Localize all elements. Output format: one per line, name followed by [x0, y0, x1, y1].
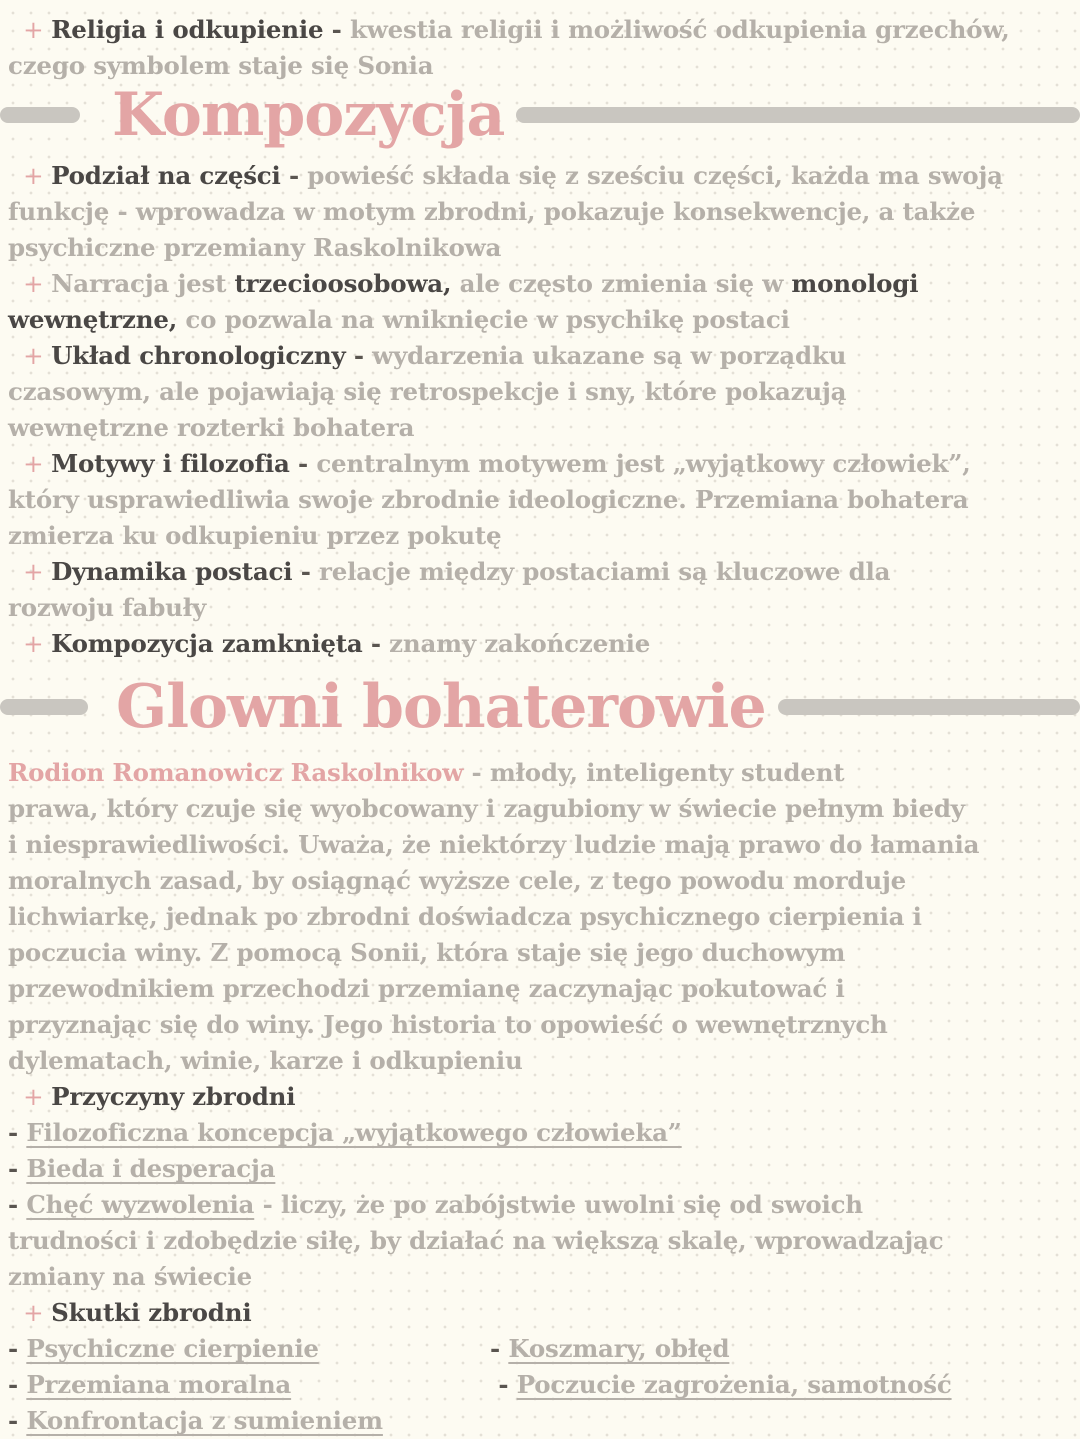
- text-segment: co pozwala na wniknięcie w psychikę postaci: [177, 305, 790, 334]
- text-segment: poczucia winy. Z pomocą Sonii, która staje się jego duchowym: [8, 938, 846, 967]
- text-line: [8, 482, 968, 518]
- text-segment: funkcję - wprowadza w motym zbrodni, pokazuje konsekwencje, a także: [8, 197, 976, 226]
- text-line: [8, 48, 433, 84]
- text-line: [8, 158, 1003, 194]
- divider-bar-right: [516, 107, 1080, 123]
- plus-bullet: +: [8, 449, 52, 478]
- divider-bar-right: [778, 699, 1080, 715]
- bold-term: Rodion Romanowicz Raskolnikow: [8, 758, 464, 787]
- text-segment: -: [8, 1370, 27, 1399]
- text-line: [8, 374, 846, 410]
- text-line: [8, 1223, 943, 1259]
- text-line: [8, 194, 975, 230]
- text-segment: -: [8, 1334, 27, 1363]
- text-segment: -: [8, 1406, 27, 1435]
- text-segment: -: [490, 1370, 517, 1399]
- bold-term: Kompozycja zamknięta: [51, 629, 363, 658]
- bold-term: Motywy i filozofia: [51, 449, 290, 478]
- text-line: [8, 899, 922, 935]
- plus-bullet: +: [8, 629, 52, 658]
- text-line: [8, 1115, 682, 1151]
- plus-bullet: +: [8, 15, 52, 44]
- text-segment: -: [345, 341, 373, 370]
- text-segment: przewodnikiem przechodzi przemianę zaczynając pokutować i: [8, 974, 845, 1003]
- text-line: [8, 590, 206, 626]
- text-segment: -: [8, 1154, 27, 1183]
- plus-bullet: +: [8, 269, 52, 298]
- plus-bullet: +: [8, 1082, 52, 1111]
- divider-bar-left: [0, 699, 88, 715]
- text-segment: -: [490, 1334, 509, 1363]
- text-line: [8, 410, 414, 446]
- text-line: [8, 338, 846, 374]
- text-segment: i niesprawiedliwości. Uważa, że niektórzy ludzie mają prawo do łamania: [8, 830, 980, 859]
- bold-term: trzecioosobowa,: [234, 269, 452, 298]
- section-title: Kompozycja: [112, 80, 505, 150]
- text-line: [8, 1187, 863, 1223]
- text-segment: kwestia religii i możliwość odkupienia grzechów,: [349, 15, 1010, 44]
- text-segment: ale często zmienia się w: [451, 269, 792, 298]
- text-segment: -: [280, 161, 308, 190]
- list-column-right: [490, 1367, 952, 1403]
- underlined-term: Filozoficzna koncepcja „wyjątkowego człowieka”: [26, 1118, 682, 1147]
- text-segment: psychiczne przemiany Raskolnikowa: [8, 233, 502, 262]
- bold-term: Skutki zbrodni: [51, 1298, 252, 1327]
- underlined-term: Przemiana moralna: [26, 1370, 292, 1399]
- plus-bullet: +: [8, 161, 52, 190]
- bold-term: Układ chronologiczny: [51, 341, 346, 370]
- text-line: [8, 12, 1010, 48]
- text-line: [8, 935, 845, 971]
- text-line: [8, 554, 890, 590]
- plus-bullet: +: [8, 341, 52, 370]
- text-line: [8, 446, 971, 482]
- text-segment: -: [8, 1190, 27, 1219]
- text-line: [8, 230, 501, 266]
- text-segment: centralnym motywem jest „wyjątkowy człowiek”,: [316, 449, 971, 478]
- underlined-term: Konfrontacja z sumieniem: [26, 1406, 383, 1435]
- heading-glowni-bohaterowie: [0, 672, 1080, 742]
- text-line: [8, 518, 501, 554]
- bold-term: Przyczyny zbrodni: [51, 1082, 296, 1111]
- text-segment: znamy zakończenie: [389, 629, 651, 658]
- text-segment: relacje między postaciami są kluczowe dla: [319, 557, 891, 586]
- text-segment: moralnych zasad, by osiągnąć wyższe cele, z tego powodu morduje: [8, 866, 907, 895]
- text-line: [8, 971, 845, 1007]
- text-segment: Narracja jest: [51, 269, 235, 298]
- text-line: [8, 266, 918, 302]
- text-segment: lichwiarkę, jednak po zbrodni doświadcza psychicznego cierpienia i: [8, 902, 922, 931]
- text-segment: - liczy, że po zabójstwie uwolni się od swoich: [254, 1190, 863, 1219]
- heading-kompozycja: [0, 80, 1080, 150]
- text-line: [8, 302, 790, 338]
- plus-bullet: +: [8, 1298, 52, 1327]
- text-segment: -: [362, 629, 390, 658]
- text-segment: młody, inteligenty student: [489, 758, 845, 787]
- bold-term: monologi: [791, 269, 919, 298]
- text-line: [8, 1151, 275, 1187]
- text-line: [8, 1259, 252, 1295]
- text-segment: czasowym, ale pojawiają się retrospekcje i sny, które pokazują: [8, 377, 847, 406]
- text-segment: -: [8, 1118, 27, 1147]
- underlined-term: Koszmary, obłęd: [508, 1334, 730, 1363]
- list-column-left: [8, 1370, 291, 1399]
- text-segment: -: [323, 15, 350, 44]
- section-title: Glowni bohaterowie: [116, 672, 766, 742]
- text-segment: -: [463, 758, 490, 787]
- text-line: [8, 1043, 523, 1079]
- underlined-term: Bieda i desperacja: [26, 1154, 276, 1183]
- text-segment: wydarzenia ukazane są w porządku: [372, 341, 847, 370]
- text-segment: -: [289, 449, 317, 478]
- divider-bar-left: [0, 107, 80, 123]
- text-line: [8, 1295, 251, 1331]
- text-segment: wewnętrzne rozterki bohatera: [8, 413, 415, 442]
- text-line: [8, 791, 965, 827]
- bold-term: Dynamika postaci: [51, 557, 293, 586]
- text-line: [8, 1403, 383, 1439]
- text-segment: czego symbolem staje się Sonia: [8, 51, 434, 80]
- text-line: [8, 1007, 888, 1043]
- text-segment: zmierza ku odkupieniu przez pokutę: [8, 521, 502, 550]
- bold-term: Podział na części: [51, 161, 281, 190]
- text-segment: rozwoju fabuły: [8, 593, 207, 622]
- text-segment: trudności i zdobędzie siłę, by działać na większą skalę, wprowadzając: [8, 1226, 944, 1255]
- underlined-term: Psychiczne cierpienie: [26, 1334, 319, 1363]
- text-segment: który usprawiedliwia swoje zbrodnie ideologiczne. Przemiana bohatera: [8, 485, 969, 514]
- list-column-right: [490, 1331, 729, 1367]
- text-segment: -: [292, 557, 319, 586]
- text-line: [8, 1079, 295, 1115]
- text-line: [8, 755, 844, 791]
- text-segment: powieść składa się z sześciu części, każda ma swoją: [307, 161, 1003, 190]
- text-segment: przyznając się do winy. Jego historia to opowieść o wewnętrznych: [8, 1010, 888, 1039]
- text-segment: prawa, który czuje się wyobcowany i zagubiony w świecie pełnym biedy: [8, 794, 965, 823]
- underlined-term: Poczucie zagrożenia, samotność: [516, 1370, 952, 1399]
- bold-term: wewnętrzne,: [8, 305, 178, 334]
- text-segment: zmiany na świecie: [8, 1262, 253, 1291]
- list-column-left: [8, 1334, 319, 1363]
- text-line: [8, 1331, 730, 1367]
- text-line: [8, 1367, 952, 1403]
- text-line: [8, 863, 906, 899]
- text-line: [8, 827, 979, 863]
- bold-term: Religia i odkupienie: [51, 15, 324, 44]
- plus-bullet: +: [8, 557, 52, 586]
- underlined-term: Chęć wyzwolenia: [26, 1190, 255, 1219]
- text-line: [8, 626, 650, 662]
- text-segment: dylematach, winie, karze i odkupieniu: [8, 1046, 523, 1075]
